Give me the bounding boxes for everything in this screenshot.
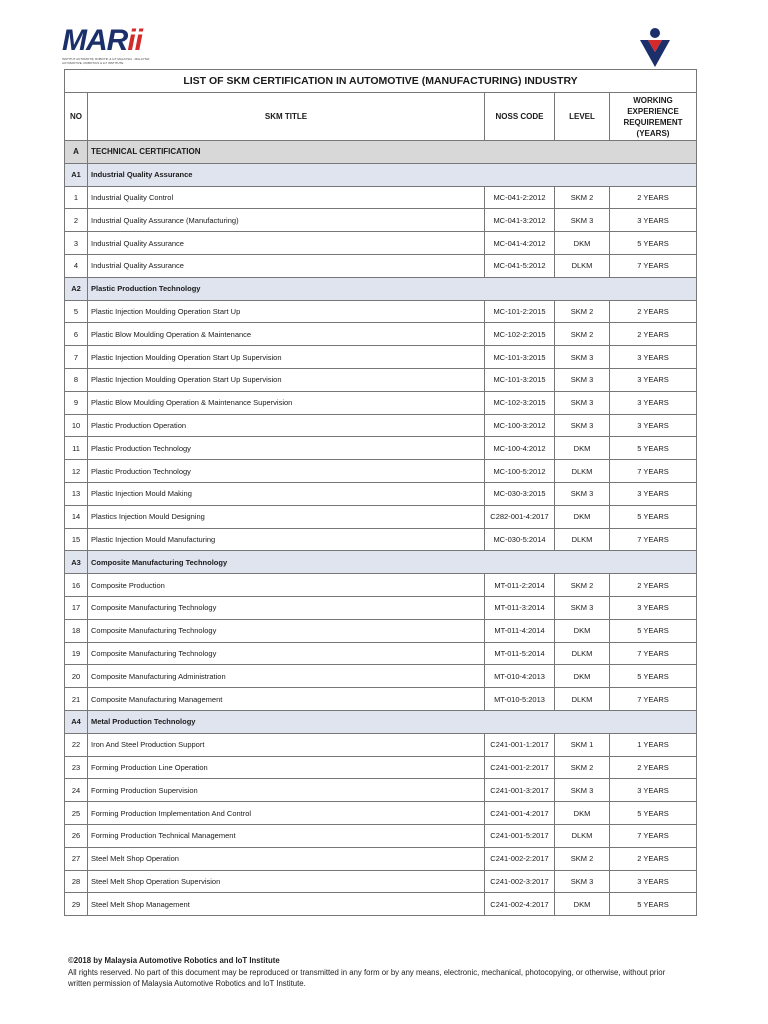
logo-tagline: INSTITUT AUTOMOTIF, ROBOTIK & IoT MALAYSIA · MALAYSIA AUTOMOTIVE, ROBOTICS & IoT INSTITUTE	[62, 57, 150, 65]
col-header-noss: NOSS CODE	[485, 93, 555, 141]
row-experience: 1 YEARS	[610, 733, 697, 756]
row-experience: 2 YEARS	[610, 847, 697, 870]
row-noss-code: MT-011-3:2014	[485, 596, 555, 619]
row-no: 11	[65, 437, 88, 460]
row-skm-title: Plastic Production Operation	[88, 414, 485, 437]
skm-certification-table	[64, 69, 697, 916]
table-row	[65, 779, 697, 802]
row-noss-code: C241-001-4:2017	[485, 802, 555, 825]
row-no: 18	[65, 619, 88, 642]
row-noss-code: MC-041-3:2012	[485, 209, 555, 232]
table-row	[65, 733, 697, 756]
row-no: 28	[65, 870, 88, 893]
table-row	[65, 186, 697, 209]
institute-emblem-icon	[638, 26, 672, 68]
row-level: DLKM	[555, 642, 610, 665]
row-noss-code: C241-002-4:2017	[485, 893, 555, 916]
row-level: DKM	[555, 665, 610, 688]
row-experience: 2 YEARS	[610, 756, 697, 779]
row-skm-title: Composite Manufacturing Technology	[88, 619, 485, 642]
group-label: Industrial Quality Assurance	[88, 163, 697, 186]
row-level: SKM 3	[555, 596, 610, 619]
table-row	[65, 870, 697, 893]
row-skm-title: Plastic Injection Mould Making	[88, 482, 485, 505]
table-row	[65, 300, 697, 323]
row-experience: 7 YEARS	[610, 688, 697, 711]
row-skm-title: Industrial Quality Assurance (Manufacturing)	[88, 209, 485, 232]
row-skm-title: Steel Melt Shop Operation Supervision	[88, 870, 485, 893]
row-no: 26	[65, 824, 88, 847]
row-skm-title: Plastic Injection Moulding Operation Start Up	[88, 300, 485, 323]
group-label: Plastic Production Technology	[88, 277, 697, 300]
logo-text-main: MAR	[62, 24, 128, 57]
row-experience: 2 YEARS	[610, 323, 697, 346]
row-no: 2	[65, 209, 88, 232]
row-skm-title: Composite Manufacturing Management	[88, 688, 485, 711]
row-no: 9	[65, 391, 88, 414]
row-level: SKM 2	[555, 574, 610, 597]
row-noss-code: MC-102-3:2015	[485, 391, 555, 414]
row-experience: 5 YEARS	[610, 437, 697, 460]
row-level: DKM	[555, 802, 610, 825]
row-skm-title: Composite Manufacturing Technology	[88, 596, 485, 619]
table-row	[65, 847, 697, 870]
group-code: A2	[65, 277, 88, 300]
row-experience: 3 YEARS	[610, 870, 697, 893]
row-noss-code: MC-102-2:2015	[485, 323, 555, 346]
row-experience: 5 YEARS	[610, 893, 697, 916]
row-experience: 5 YEARS	[610, 232, 697, 255]
row-skm-title: Plastic Injection Mould Manufacturing	[88, 528, 485, 551]
row-level: SKM 1	[555, 733, 610, 756]
row-level: SKM 2	[555, 300, 610, 323]
row-level: SKM 3	[555, 368, 610, 391]
row-experience: 3 YEARS	[610, 414, 697, 437]
row-experience: 3 YEARS	[610, 368, 697, 391]
table-row	[65, 824, 697, 847]
table-row	[65, 346, 697, 369]
row-noss-code: MC-101-3:2015	[485, 346, 555, 369]
row-experience: 7 YEARS	[610, 642, 697, 665]
table-row	[65, 323, 697, 346]
row-skm-title: Forming Production Implementation And Control	[88, 802, 485, 825]
row-level: SKM 2	[555, 847, 610, 870]
row-experience: 3 YEARS	[610, 346, 697, 369]
group-row	[65, 163, 697, 186]
table-row	[65, 209, 697, 232]
row-level: SKM 2	[555, 186, 610, 209]
row-noss-code: MC-041-4:2012	[485, 232, 555, 255]
table-row	[65, 528, 697, 551]
row-skm-title: Plastics Injection Mould Designing	[88, 505, 485, 528]
row-experience: 5 YEARS	[610, 619, 697, 642]
row-skm-title: Steel Melt Shop Operation	[88, 847, 485, 870]
row-noss-code: C241-002-2:2017	[485, 847, 555, 870]
row-no: 3	[65, 232, 88, 255]
row-noss-code: C282-001-4:2017	[485, 505, 555, 528]
row-no: 15	[65, 528, 88, 551]
row-skm-title: Industrial Quality Assurance	[88, 254, 485, 277]
row-noss-code: C241-002-3:2017	[485, 870, 555, 893]
row-experience: 3 YEARS	[610, 596, 697, 619]
row-no: 17	[65, 596, 88, 619]
group-code: A4	[65, 710, 88, 733]
row-skm-title: Plastic Production Technology	[88, 437, 485, 460]
row-experience: 7 YEARS	[610, 254, 697, 277]
row-experience: 2 YEARS	[610, 300, 697, 323]
copyright-text: ©2018 by Malaysia Automotive Robotics and IoT Institute	[68, 956, 280, 965]
row-experience: 7 YEARS	[610, 528, 697, 551]
row-noss-code: MC-030-5:2014	[485, 528, 555, 551]
group-row	[65, 277, 697, 300]
row-skm-title: Industrial Quality Control	[88, 186, 485, 209]
row-skm-title: Plastic Injection Moulding Operation Start Up Supervision	[88, 346, 485, 369]
row-skm-title: Industrial Quality Assurance	[88, 232, 485, 255]
group-label: Composite Manufacturing Technology	[88, 551, 697, 574]
row-noss-code: MT-011-4:2014	[485, 619, 555, 642]
table-header-row	[65, 93, 697, 141]
row-no: 1	[65, 186, 88, 209]
row-experience: 5 YEARS	[610, 505, 697, 528]
row-level: DLKM	[555, 688, 610, 711]
row-level: SKM 3	[555, 779, 610, 802]
table-row	[65, 688, 697, 711]
row-level: SKM 3	[555, 870, 610, 893]
row-level: DKM	[555, 232, 610, 255]
row-noss-code: MT-010-5:2013	[485, 688, 555, 711]
row-no: 8	[65, 368, 88, 391]
row-no: 7	[65, 346, 88, 369]
row-no: 12	[65, 460, 88, 483]
row-experience: 3 YEARS	[610, 391, 697, 414]
row-level: SKM 2	[555, 323, 610, 346]
row-no: 16	[65, 574, 88, 597]
row-level: DLKM	[555, 824, 610, 847]
row-no: 24	[65, 779, 88, 802]
row-noss-code: C241-001-5:2017	[485, 824, 555, 847]
table-row	[65, 482, 697, 505]
row-experience: 3 YEARS	[610, 209, 697, 232]
row-no: 10	[65, 414, 88, 437]
row-level: SKM 3	[555, 346, 610, 369]
row-experience: 2 YEARS	[610, 574, 697, 597]
group-code: A3	[65, 551, 88, 574]
col-header-level: LEVEL	[555, 93, 610, 141]
row-skm-title: Forming Production Technical Management	[88, 824, 485, 847]
row-no: 23	[65, 756, 88, 779]
table-row	[65, 596, 697, 619]
group-label: Metal Production Technology	[88, 710, 697, 733]
row-skm-title: Composite Manufacturing Technology	[88, 642, 485, 665]
group-row	[65, 551, 697, 574]
table-row	[65, 391, 697, 414]
row-noss-code: MT-011-5:2014	[485, 642, 555, 665]
row-skm-title: Forming Production Line Operation	[88, 756, 485, 779]
row-experience: 5 YEARS	[610, 665, 697, 688]
row-no: 19	[65, 642, 88, 665]
row-noss-code: MC-100-4:2012	[485, 437, 555, 460]
rights-notice: All rights reserved. No part of this document may be reproduced or transmitted in any form or by any means, electronic, mechanical, photocopying, or otherwise, without prior written permission of Malaysia Automotive Robotics and IoT Institute.	[68, 967, 666, 988]
group-code: A1	[65, 163, 88, 186]
row-skm-title: Composite Production	[88, 574, 485, 597]
row-no: 27	[65, 847, 88, 870]
row-skm-title: Plastic Blow Moulding Operation & Maintenance	[88, 323, 485, 346]
row-noss-code: MT-011-2:2014	[485, 574, 555, 597]
document-title: LIST OF SKM CERTIFICATION IN AUTOMOTIVE (MANUFACTURING) INDUSTRY	[65, 70, 697, 93]
table-title-row	[65, 70, 697, 93]
row-no: 29	[65, 893, 88, 916]
row-noss-code: C241-001-3:2017	[485, 779, 555, 802]
table-row	[65, 254, 697, 277]
table-row	[65, 505, 697, 528]
row-no: 13	[65, 482, 88, 505]
col-header-experience: WORKING EXPERIENCE REQUIREMENT (YEARS)	[610, 93, 697, 141]
row-experience: 2 YEARS	[610, 186, 697, 209]
row-skm-title: Iron And Steel Production Support	[88, 733, 485, 756]
table-row	[65, 460, 697, 483]
row-noss-code: MT-010-4:2013	[485, 665, 555, 688]
table-row	[65, 756, 697, 779]
group-row	[65, 710, 697, 733]
row-noss-code: MC-100-3:2012	[485, 414, 555, 437]
row-level: DLKM	[555, 528, 610, 551]
row-no: 6	[65, 323, 88, 346]
row-level: SKM 2	[555, 756, 610, 779]
row-skm-title: Steel Melt Shop Management	[88, 893, 485, 916]
row-experience: 7 YEARS	[610, 824, 697, 847]
row-no: 14	[65, 505, 88, 528]
row-level: SKM 3	[555, 209, 610, 232]
table-row	[65, 414, 697, 437]
page-footer	[68, 955, 688, 990]
table-row	[65, 368, 697, 391]
table-row	[65, 437, 697, 460]
row-level: DKM	[555, 437, 610, 460]
row-level: DKM	[555, 505, 610, 528]
row-level: DKM	[555, 619, 610, 642]
row-noss-code: MC-030-3:2015	[485, 482, 555, 505]
section-code: A	[65, 141, 88, 164]
row-level: DKM	[555, 893, 610, 916]
col-header-title: SKM TITLE	[88, 93, 485, 141]
row-noss-code: MC-101-2:2015	[485, 300, 555, 323]
row-level: SKM 3	[555, 414, 610, 437]
section-label: TECHNICAL CERTIFICATION	[88, 141, 697, 164]
row-experience: 3 YEARS	[610, 482, 697, 505]
table-row	[65, 619, 697, 642]
row-no: 4	[65, 254, 88, 277]
row-skm-title: Plastic Production Technology	[88, 460, 485, 483]
table-row	[65, 232, 697, 255]
row-skm-title: Composite Manufacturing Administration	[88, 665, 485, 688]
row-skm-title: Plastic Blow Moulding Operation & Maintenance Supervision	[88, 391, 485, 414]
table-row	[65, 642, 697, 665]
row-noss-code: MC-100-5:2012	[485, 460, 555, 483]
row-experience: 5 YEARS	[610, 802, 697, 825]
marii-logo	[62, 26, 157, 65]
table-row	[65, 893, 697, 916]
row-no: 20	[65, 665, 88, 688]
row-skm-title: Plastic Injection Moulding Operation Start Up Supervision	[88, 368, 485, 391]
row-noss-code: C241-001-1:2017	[485, 733, 555, 756]
table-row	[65, 574, 697, 597]
row-noss-code: C241-001-2:2017	[485, 756, 555, 779]
row-noss-code: MC-041-5:2012	[485, 254, 555, 277]
section-row	[65, 141, 697, 164]
row-noss-code: MC-041-2:2012	[485, 186, 555, 209]
page-header	[0, 0, 768, 70]
logo-wordmark	[62, 26, 157, 56]
row-level: SKM 3	[555, 391, 610, 414]
logo-text-accent: ii	[127, 24, 142, 57]
row-noss-code: MC-101-3:2015	[485, 368, 555, 391]
row-experience: 7 YEARS	[610, 460, 697, 483]
row-skm-title: Forming Production Supervision	[88, 779, 485, 802]
row-no: 21	[65, 688, 88, 711]
row-level: DLKM	[555, 254, 610, 277]
col-header-no: NO	[65, 93, 88, 141]
table-row	[65, 665, 697, 688]
row-no: 5	[65, 300, 88, 323]
row-level: DLKM	[555, 460, 610, 483]
row-level: SKM 3	[555, 482, 610, 505]
row-no: 25	[65, 802, 88, 825]
row-experience: 3 YEARS	[610, 779, 697, 802]
row-no: 22	[65, 733, 88, 756]
table-row	[65, 802, 697, 825]
